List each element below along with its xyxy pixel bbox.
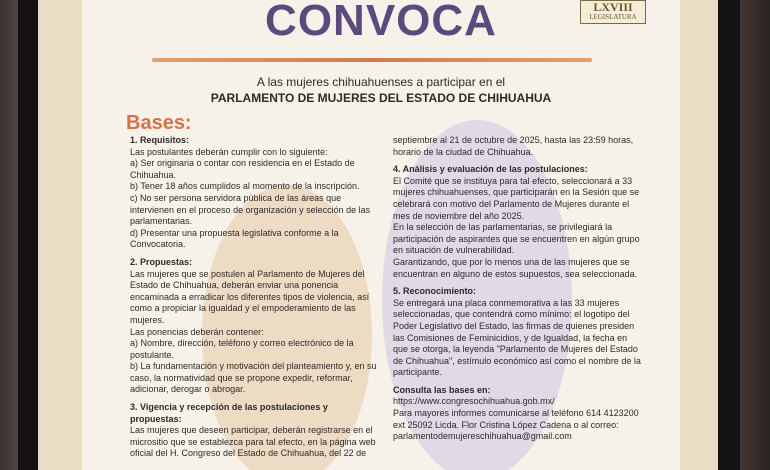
paragraph: b) Tener 18 años cumplidos al momento de la inscripción.	[130, 181, 360, 192]
badge-label: LEGISLATURA	[589, 13, 637, 21]
paragraph: https://www.congresochihuahua.gob.mx/	[393, 396, 555, 407]
intro-line2: PARLAMENTO DE MUJERES DEL ESTADO DE CHIHUAHUA	[210, 91, 552, 105]
paragraph: Las mujeres que se postulen al Parlamento de Mujeres del Estado de Chihuahua, deberán enviar una ponencia encaminada a erradicar los diferentes tipos de violencia, así como a propiciar la igualdad y el empoderamiento de las mujeres.	[130, 268, 370, 325]
paragraph: Las postulantes deberán cumplir con lo siguiente:	[130, 146, 328, 157]
section-heading: 1. Requisitos:	[130, 135, 190, 145]
paragraph: a) Ser originaria o contar con residencia en el Estado de Chihuahua.	[130, 158, 355, 180]
section-heading: 4. Análisis y evaluación de las postulaciones:	[393, 164, 588, 175]
section-heading: Consulta las bases en:	[393, 384, 491, 395]
bases-heading: Bases:	[126, 112, 192, 134]
paragraph: d) Presentar una propuesta legislativa conforme a la Convocatoria.	[130, 227, 339, 250]
section-heading: 2. Propuestas:	[130, 256, 193, 267]
paragraph: septiembre al 21 de octubre de 2025, hasta las 23:59 horas, horario de la ciudad de Chihuahua.	[393, 135, 634, 157]
badge-roman: LXVIII	[593, 0, 633, 14]
intro-line1: A las mujeres chihuahuenses a participar en el	[256, 75, 506, 89]
paragraph: Las ponencias deberán contener:	[130, 326, 264, 337]
paragraph: El Comité que se instituya para tal efecto, seleccionará a 33 mujeres chihuahuenses, que participarán en la Sesión que se celebrará con motivo del Parlamento de Mujeres durante el mes de noviembre del año 2025.	[393, 175, 640, 221]
intro-text	[82, 74, 680, 106]
title-divider	[152, 58, 592, 62]
legislature-badge	[580, 0, 646, 24]
right-column	[393, 135, 643, 443]
paragraph: En la selección de las parlamentarias, se privilegiará la participación de aspirantes que se encuentren en algún grupo en situación de vulnerabilidad.	[393, 222, 640, 256]
poster	[82, 0, 680, 470]
paragraph: Se entregará una placa conmemorativa a las 33 mujeres seleccionadas, que contendrá como mínimo: el logotipo del Poder Legislativo del Estado, las firmas de quienes presiden las Comisiones de Feminicidios, y de Igualdad, la fecha en que se otorga, la leyenda "Parlamento de Mujeres del Estado de Chihuahua", estímulo económico así como el nombre de la participante.	[393, 297, 641, 378]
paragraph: Para mayores informes comunicarse al teléfono 614 4123200 ext 25092 Licda. Flor Cristina López Cadena o al correo: parlamentodemujereschihuahua@gmail.com	[393, 408, 639, 442]
paragraph: Las mujeres que deseen participar, deberán registrarse en el micrositio que se establezca para tal efecto, en la página web oficial del H. Congreso del Estado de Chihuahua, del 22 de	[130, 425, 376, 459]
paragraph: b) La fundamentación y motivación del planteamiento y, en su caso, la normatividad que se propone expedir, reformar, adicionar, derogar o abrogar.	[130, 361, 377, 395]
poster-title: CONVOCA	[265, 0, 497, 45]
paragraph: c) No ser persona servidora pública de las áreas que intervienen en el proceso de organización y selección de las parlamentarias.	[130, 192, 371, 227]
paragraph: a) Nombre, dirección, teléfono y correo electrónico de la postulante.	[130, 338, 354, 360]
section-heading: 5. Reconocimiento:	[393, 286, 477, 297]
left-column	[130, 135, 380, 460]
section-heading: 3. Vigencia y recepción de las postulaciones y propuestas:	[130, 402, 328, 424]
paragraph: Garantizando, que por lo menos una de las mujeres que se encuentran en alguno de estos supuestos, sea seleccionada.	[393, 256, 638, 279]
